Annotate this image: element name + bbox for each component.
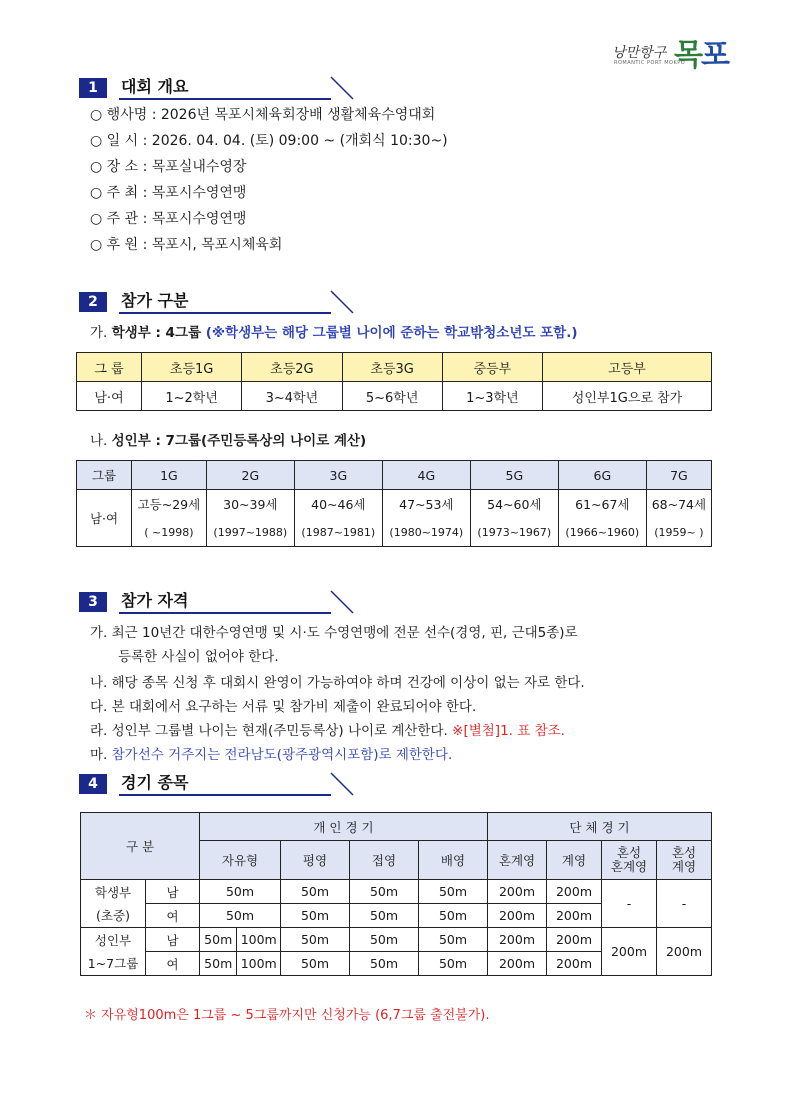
section-number: 4	[79, 774, 107, 794]
event-cell: 50m	[200, 880, 281, 904]
logo-brand: 목포	[674, 38, 728, 73]
qualification-a-cont: 등록한 사실이 없어야 한다.	[118, 649, 279, 665]
table-cell: 5~6학년	[342, 382, 442, 411]
logo-subtitle: ROMANTIC PORT MOKPO	[614, 60, 686, 66]
table-header: 6G	[558, 461, 646, 490]
year-cell: (1997~1988)	[206, 518, 294, 547]
table-header: 2G	[206, 461, 294, 490]
event-cell: 50m	[200, 952, 237, 976]
age-cell: 61~67세	[558, 490, 646, 519]
event-cell: 50m	[419, 928, 488, 952]
event-col: 자유형	[200, 841, 281, 880]
event-cell: 50m	[281, 880, 350, 904]
event-col: 접영	[350, 841, 419, 880]
age-cell: 30~39세	[206, 490, 294, 519]
overview-line: ○ 주 최 : 목포시수영연맹	[90, 185, 247, 201]
adult-heading: 나. 성인부 : 7그룹(주민등록상의 나이로 계산)	[90, 433, 367, 449]
divider-slash-icon	[329, 590, 359, 614]
event-col: 계영	[547, 841, 602, 880]
age-cell: 40~46세	[294, 490, 382, 519]
divider-slash-icon	[329, 290, 359, 314]
mokpo-logo	[612, 38, 732, 78]
table-cell: 3~4학년	[242, 382, 342, 411]
table-cell: 남·여	[77, 382, 142, 411]
qualification-d: 라. 성인부 그룹별 나이는 현재(주민등록상) 나이로 계산한다. ※[별첨]1. 표 참조.	[90, 723, 565, 739]
qualification-a: 가. 최근 10년간 대한수영연맹 및 시·도 수영연맹에 전문 선수(경영, 핀, 근대5종)로	[90, 625, 578, 641]
table-cell: 성인부1G으로 참가	[543, 382, 712, 411]
footnote: ＊ 자유형100m은 1그룹 ~ 5그룹까지만 신청가능 (6,7그룹 출전불가).	[84, 1008, 490, 1023]
event-col: 배영	[419, 841, 488, 880]
section-number: 1	[79, 78, 107, 98]
table-header: 초등1G	[142, 353, 242, 382]
overview-line: ○ 일 시 : 2026. 04. 04. (토) 09:00 ~ (개회식 10:30~)	[90, 133, 448, 149]
overview-line: ○ 행사명 : 2026년 목포시체육회장배 생활체육수영대회	[90, 107, 436, 123]
age-cell: 고등~29세	[132, 490, 207, 519]
event-cell: 200m	[488, 904, 547, 928]
section-number: 2	[79, 292, 107, 312]
table-header: 고등부	[543, 353, 712, 382]
division-label: 학생부	[81, 880, 146, 904]
event-cell: 50m	[419, 952, 488, 976]
event-cell: 200m	[488, 928, 547, 952]
individual-header: 개 인 경 기	[200, 813, 488, 841]
table-header: 초등3G	[342, 353, 442, 382]
table-header: 5G	[470, 461, 558, 490]
year-cell: ( ~1998)	[132, 518, 207, 547]
adult-group-table	[76, 460, 712, 547]
event-cell: 100m	[237, 928, 281, 952]
team-header: 단 체 경 기	[488, 813, 712, 841]
event-cell: 100m	[237, 952, 281, 976]
student-heading: 가. 학생부 : 4그룹 (※학생부는 해당 그룹별 나이에 준하는 학교밖청소년도 포함.)	[90, 325, 578, 341]
event-cell: 50m	[281, 928, 350, 952]
event-cell: 50m	[281, 904, 350, 928]
section-title: 대회 개요	[121, 77, 189, 96]
age-cell: 68~74세	[646, 490, 711, 519]
year-cell: (1973~1967)	[470, 518, 558, 547]
qualification-c: 다. 본 대회에서 요구하는 서류 및 참가비 제출이 완료되어야 한다.	[90, 699, 477, 715]
section-title: 참가 구분	[121, 291, 189, 310]
table-header: 중등부	[442, 353, 542, 382]
event-cell: 50m	[350, 928, 419, 952]
appendix-reference: ※[별첨]1. 표 참조.	[452, 723, 565, 739]
event-cell: 50m	[200, 904, 281, 928]
year-cell: (1987~1981)	[294, 518, 382, 547]
student-group-table	[76, 352, 712, 411]
overview-line: ○ 후 원 : 목포시, 목포시체육회	[90, 237, 283, 253]
table-header: 그룹	[77, 461, 132, 490]
event-col: 혼성 혼계영	[602, 841, 657, 880]
event-cell: 50m	[350, 952, 419, 976]
event-cell: 200m	[488, 880, 547, 904]
divider-slash-icon	[329, 76, 359, 100]
age-cell: 47~53세	[382, 490, 470, 519]
logo-script: 낭만항구	[612, 45, 667, 61]
overview-line: ○ 장 소 : 목포실내수영장	[90, 159, 247, 175]
events-table	[80, 812, 712, 976]
division-label: (초중)	[81, 904, 146, 928]
event-cell: 50m	[350, 904, 419, 928]
event-cell: 50m	[350, 880, 419, 904]
table-header: 초등2G	[242, 353, 342, 382]
event-cell: -	[602, 880, 657, 928]
overview-line: ○ 주 관 : 목포시수영연맹	[90, 211, 247, 227]
division-label: 1~7그룹	[81, 952, 146, 976]
section-title: 경기 종목	[121, 773, 189, 792]
event-cell: 200m	[602, 928, 657, 976]
gender-cell: 남	[146, 928, 200, 952]
event-cell: 200m	[547, 928, 602, 952]
event-col: 혼성 계영	[657, 841, 712, 880]
event-cell: 50m	[281, 952, 350, 976]
year-cell: (1959~ )	[646, 518, 711, 547]
section-3-header	[79, 590, 359, 614]
qualification-b: 나. 해당 종목 신청 후 대회시 완영이 가능하여야 하며 건강에 이상이 없는 자로 한다.	[90, 675, 585, 691]
table-cell: 1~3학년	[442, 382, 542, 411]
event-cell: 200m	[488, 952, 547, 976]
gender-cell: 여	[146, 952, 200, 976]
section-1-header	[79, 76, 359, 100]
event-cell: 200m	[547, 880, 602, 904]
event-cell: 50m	[200, 928, 237, 952]
division-header: 구 분	[81, 813, 200, 880]
gender-cell: 남	[146, 880, 200, 904]
table-cell: 남·여	[77, 490, 132, 547]
event-cell: 200m	[547, 904, 602, 928]
event-cell: -	[657, 880, 712, 928]
divider-slash-icon	[329, 772, 359, 796]
year-cell: (1980~1974)	[382, 518, 470, 547]
section-4-header	[79, 772, 359, 796]
event-cell: 200m	[657, 928, 712, 976]
year-cell: (1966~1960)	[558, 518, 646, 547]
gender-cell: 여	[146, 904, 200, 928]
event-cell: 50m	[419, 904, 488, 928]
division-label: 성인부	[81, 928, 146, 952]
event-col: 평영	[281, 841, 350, 880]
section-2-header	[79, 290, 359, 314]
table-cell: 1~2학년	[142, 382, 242, 411]
table-header: 그 룹	[77, 353, 142, 382]
table-header: 4G	[382, 461, 470, 490]
section-title: 참가 자격	[121, 591, 189, 610]
qualification-e: 마. 참가선수 거주지는 전라남도(광주광역시포함)로 제한한다.	[90, 747, 453, 763]
table-header: 7G	[646, 461, 711, 490]
table-header: 1G	[132, 461, 207, 490]
table-header: 3G	[294, 461, 382, 490]
event-col: 혼계영	[488, 841, 547, 880]
age-cell: 54~60세	[470, 490, 558, 519]
event-cell: 50m	[419, 880, 488, 904]
section-number: 3	[79, 592, 107, 612]
event-cell: 200m	[547, 952, 602, 976]
